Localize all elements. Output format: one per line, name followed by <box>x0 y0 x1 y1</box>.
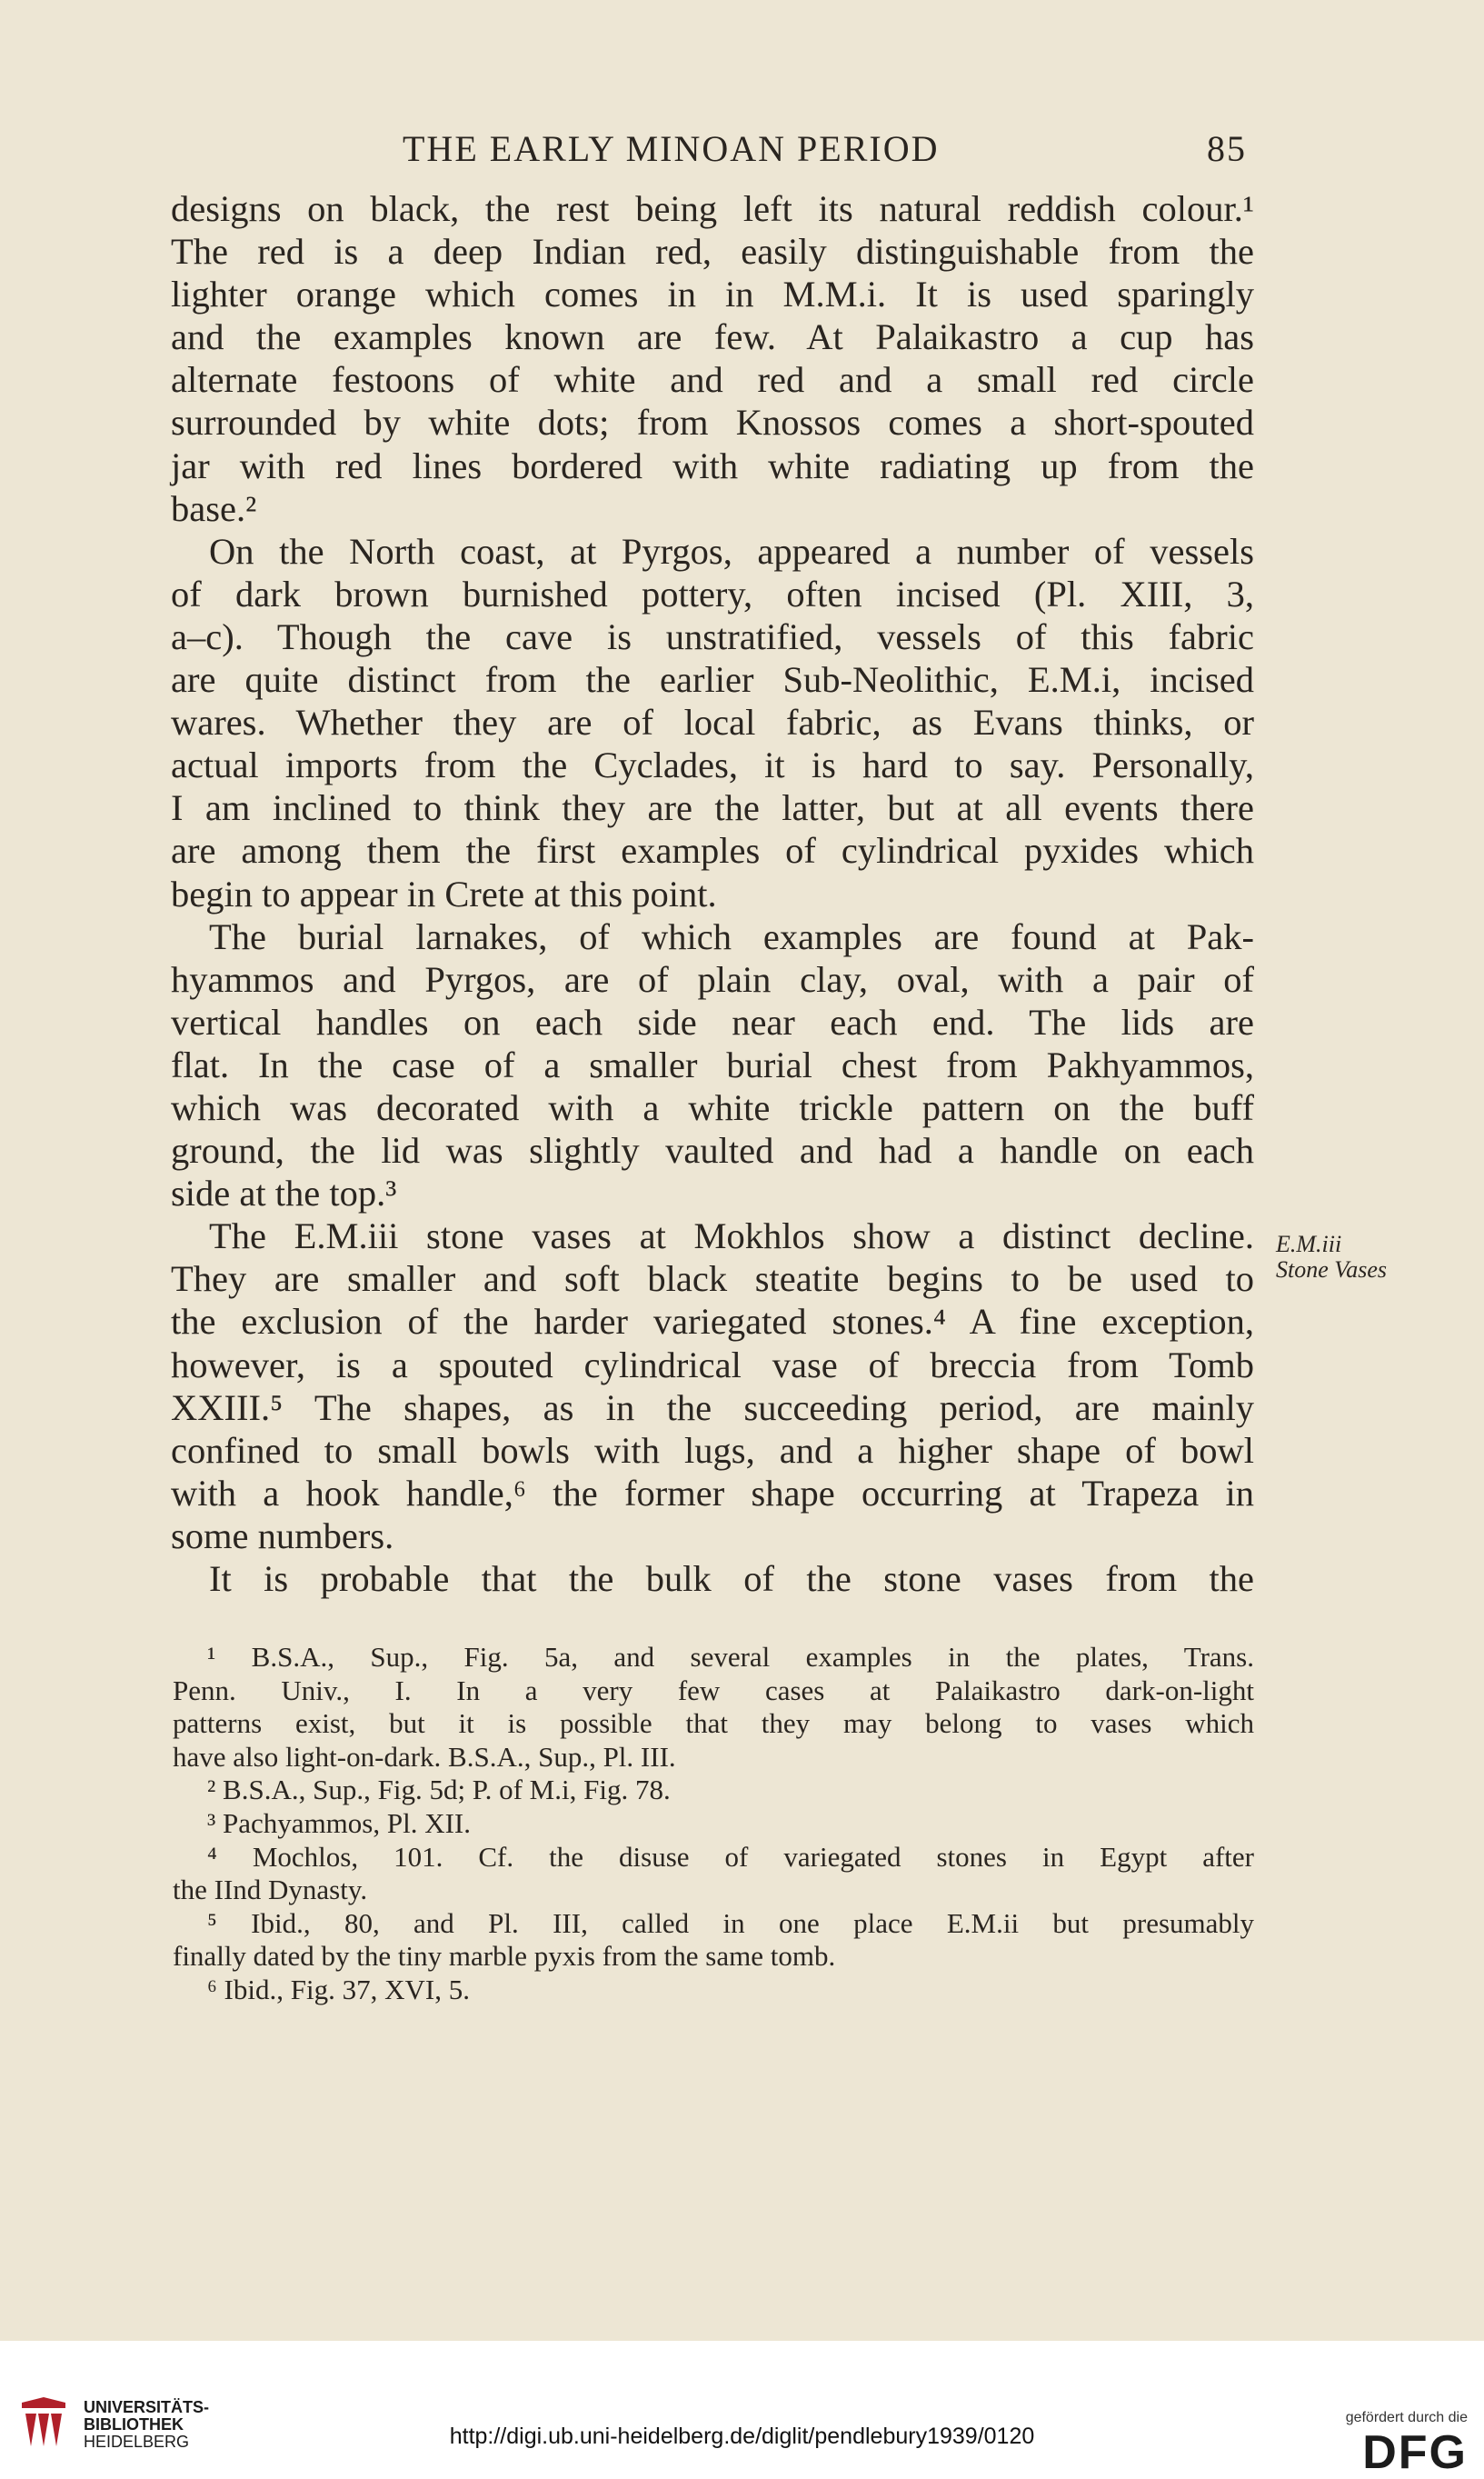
funder-logo: DFG <box>1362 2426 1468 2479</box>
body-line: vertical handles on each side near each end. The lids are <box>171 1001 1254 1043</box>
footnotes <box>173 1641 1254 2007</box>
body-line: The red is a deep Indian red, easily distinguishable from the <box>171 231 1254 273</box>
body-line: confined to small bowls with lugs, and a higher shape of bowl <box>171 1429 1254 1471</box>
body-text <box>171 187 1254 1600</box>
body-line: actual imports from the Cyclades, it is hard to say. Personally, <box>171 745 1254 786</box>
funding-label: gefördert durch die <box>1345 2410 1468 2425</box>
body-line: a–c). Though the cave is unstratified, vessels of this fabric <box>171 615 1254 657</box>
body-line: XXIII.⁵ The shapes, as in the succeeding period, are mainly <box>171 1386 1254 1428</box>
footnote-line: ² B.S.A., Sup., Fig. 5d; P. of M.i, Fig. 78. <box>207 1774 671 1806</box>
body-line: which was decorated with a white trickle pattern on the buff <box>171 1086 1254 1128</box>
body-line: jar with red lines bordered with white radiating up from the <box>171 445 1254 486</box>
body-line: It is probable that the bulk of the stone vases from the <box>209 1558 1254 1599</box>
body-line: flat. In the case of a smaller burial chest from Pakhyammos, <box>171 1044 1254 1085</box>
body-line: ground, the lid was slightly vaulted and had a handle on each <box>171 1130 1254 1172</box>
footnote-line: ¹ B.S.A., Sup., Fig. 5a, and several examples in the plates, Trans. <box>207 1641 1254 1673</box>
marginal-note-topic: Stone Vases <box>1276 1256 1388 1283</box>
running-title: THE EARLY MINOAN PERIOD <box>403 128 940 169</box>
body-line: designs on black, the rest being left its natural reddish colour.¹ <box>171 188 1254 229</box>
page-number: 85 <box>1207 128 1247 169</box>
body-line: of dark brown burnished pottery, often incised (Pl. XIII, 3, <box>171 573 1254 615</box>
body-line: The burial larnakes, of which examples are found at Pak- <box>209 915 1254 957</box>
library-name-line: UNIVERSITÄTS- <box>84 2398 210 2416</box>
body-line: side at the top.³ <box>171 1173 397 1215</box>
footnote-line: finally dated by the tiny marble pyxis from the same tomb. <box>173 1940 836 1973</box>
footnote-line: ⁵ Ibid., 80, and Pl. III, called in one place E.M.ii but presumably <box>207 1906 1254 1939</box>
footnote-line: ⁴ Mochlos, 101. Cf. the disuse of variegated stones in Egypt after <box>207 1840 1254 1873</box>
marginal-note <box>1276 1232 1458 1283</box>
body-line: are among them the first examples of cylindrical pyxides which <box>171 830 1254 872</box>
body-line: are quite distinct from the earlier Sub-Neolithic, E.M.i, incised <box>171 659 1254 701</box>
body-line: I am inclined to think they are the latter, but at all events there <box>171 787 1254 829</box>
body-line: base.² <box>171 487 257 529</box>
body-line: some numbers. <box>171 1514 394 1556</box>
body-line: the exclusion of the harder variegated stones.⁴ A fine exception, <box>171 1301 1254 1343</box>
body-line: alternate festoons of white and red and a small red circle <box>171 359 1254 401</box>
body-line: surrounded by white dots; from Knossos comes a short-spouted <box>171 402 1254 444</box>
body-line: They are smaller and soft black steatite begins to be used to <box>171 1258 1254 1300</box>
footnote-line: have also light-on-dark. B.S.A., Sup., Pl. III. <box>173 1740 676 1773</box>
footnote-line: ³ Pachyammos, Pl. XII. <box>207 1806 471 1839</box>
library-name-line: HEIDELBERG <box>84 2433 190 2451</box>
marginal-note-period: E.M.iii <box>1276 1231 1342 1257</box>
source-url-link[interactable]: http://digi.ub.uni-heidelberg.de/diglit/pendlebury1939/0120 <box>449 2424 1035 2449</box>
body-line: On the North coast, at Pyrgos, appeared a number of vessels <box>209 530 1254 572</box>
footnote-line: patterns exist, but it is possible that they may belong to vases which <box>173 1707 1254 1740</box>
library-name-line: BIBLIOTHEK <box>84 2415 184 2434</box>
body-line: hyammos and Pyrgos, are of plain clay, oval, with a pair of <box>171 958 1254 1000</box>
body-line: The E.M.iii stone vases at Mokhlos show a distinct decline. <box>209 1215 1254 1257</box>
body-line: however, is a spouted cylindrical vase of breccia from Tomb <box>171 1344 1254 1385</box>
body-line: and the examples known are few. At Palaikastro a cup has <box>171 316 1254 358</box>
footnote-line: the IInd Dynasty. <box>173 1874 368 1906</box>
body-line: begin to appear in Crete at this point. <box>171 873 717 915</box>
body-line: lighter orange which comes in in M.M.i. It is used sparingly <box>171 274 1254 315</box>
footnote-line: ⁶ Ibid., Fig. 37, XVI, 5. <box>207 1973 470 2005</box>
body-line: wares. Whether they are of local fabric, as Evans thinks, or <box>171 702 1254 744</box>
footnote-line: Penn. Univ., I. In a very few cases at Palaikastro dark-on-light <box>173 1674 1254 1706</box>
body-line: with a hook handle,⁶ the former shape occurring at Trapeza in <box>171 1472 1254 1514</box>
